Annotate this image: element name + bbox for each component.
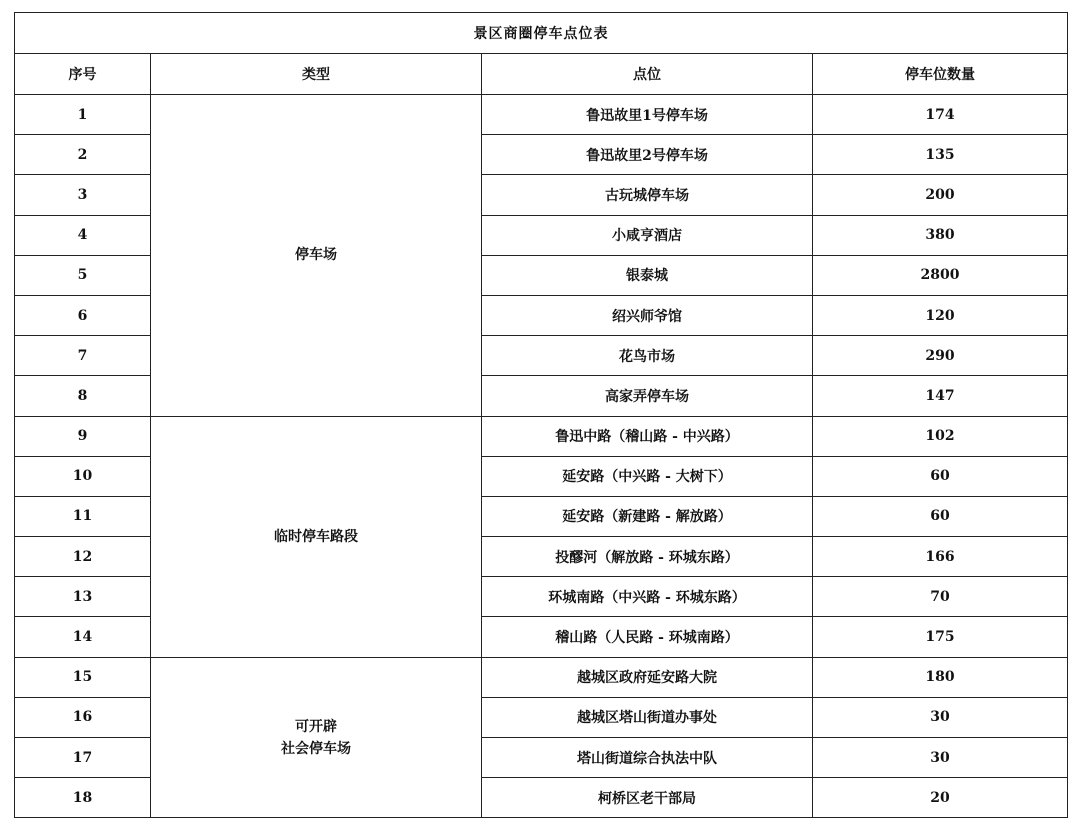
cell-index: 9 (15, 416, 151, 456)
table-title: 景区商圈停车点位表 (15, 13, 1068, 54)
cell-location: 延安路（新建路 - 解放路） (482, 496, 813, 536)
type-label-line: 可开辟 (295, 718, 337, 735)
cell-index: 13 (15, 577, 151, 617)
cell-index: 2 (15, 135, 151, 175)
header-index: 序号 (15, 54, 151, 95)
cell-spaces: 60 (813, 456, 1068, 496)
cell-spaces: 380 (813, 215, 1068, 255)
cell-spaces: 147 (813, 376, 1068, 416)
cell-spaces: 20 (813, 778, 1068, 818)
table-row (15, 416, 1068, 456)
type-label-line: 停车场 (295, 247, 337, 264)
cell-type (151, 95, 482, 417)
cell-spaces: 102 (813, 416, 1068, 456)
cell-spaces: 290 (813, 336, 1068, 376)
cell-location: 鲁迅故里1号停车场 (482, 95, 813, 135)
cell-spaces: 200 (813, 175, 1068, 215)
cell-location: 绍兴师爷馆 (482, 295, 813, 335)
type-label-line: 临时停车路段 (274, 528, 358, 545)
cell-location: 银泰城 (482, 255, 813, 295)
cell-location: 古玩城停车场 (482, 175, 813, 215)
cell-index: 5 (15, 255, 151, 295)
type-label-line: 社会停车场 (281, 740, 351, 757)
cell-location: 越城区政府延安路大院 (482, 657, 813, 697)
header-row (15, 54, 1068, 95)
cell-location: 环城南路（中兴路 - 环城东路） (482, 577, 813, 617)
cell-spaces: 166 (813, 537, 1068, 577)
cell-spaces: 180 (813, 657, 1068, 697)
cell-location: 花鸟市场 (482, 336, 813, 376)
cell-location: 越城区塔山街道办事处 (482, 697, 813, 737)
cell-index: 1 (15, 95, 151, 135)
cell-index: 18 (15, 778, 151, 818)
cell-index: 3 (15, 175, 151, 215)
table-row (15, 657, 1068, 697)
cell-location: 高家弄停车场 (482, 376, 813, 416)
cell-location: 鲁迅故里2号停车场 (482, 135, 813, 175)
cell-spaces: 2800 (813, 255, 1068, 295)
cell-index: 12 (15, 537, 151, 577)
cell-spaces: 60 (813, 496, 1068, 536)
cell-index: 15 (15, 657, 151, 697)
cell-location: 稽山路（人民路 - 环城南路） (482, 617, 813, 657)
cell-spaces: 120 (813, 295, 1068, 335)
header-spaces: 停车位数量 (813, 54, 1068, 95)
cell-index: 11 (15, 496, 151, 536)
cell-location: 塔山街道综合执法中队 (482, 738, 813, 778)
cell-index: 17 (15, 738, 151, 778)
cell-spaces: 174 (813, 95, 1068, 135)
cell-location: 小咸亨酒店 (482, 215, 813, 255)
table-row (15, 95, 1068, 135)
cell-type (151, 657, 482, 818)
cell-spaces: 30 (813, 697, 1068, 737)
table-body (15, 95, 1068, 818)
cell-index: 4 (15, 215, 151, 255)
header-type: 类型 (151, 54, 482, 95)
cell-index: 6 (15, 295, 151, 335)
cell-index: 14 (15, 617, 151, 657)
cell-location: 延安路（中兴路 - 大树下） (482, 456, 813, 496)
cell-location: 投醪河（解放路 - 环城东路） (482, 537, 813, 577)
cell-location: 鲁迅中路（稽山路 - 中兴路） (482, 416, 813, 456)
header-location: 点位 (482, 54, 813, 95)
parking-table (14, 12, 1068, 818)
cell-index: 16 (15, 697, 151, 737)
cell-location: 柯桥区老干部局 (482, 778, 813, 818)
cell-spaces: 30 (813, 738, 1068, 778)
cell-spaces: 70 (813, 577, 1068, 617)
cell-spaces: 135 (813, 135, 1068, 175)
cell-index: 10 (15, 456, 151, 496)
cell-index: 7 (15, 336, 151, 376)
cell-type (151, 416, 482, 657)
cell-index: 8 (15, 376, 151, 416)
cell-spaces: 175 (813, 617, 1068, 657)
